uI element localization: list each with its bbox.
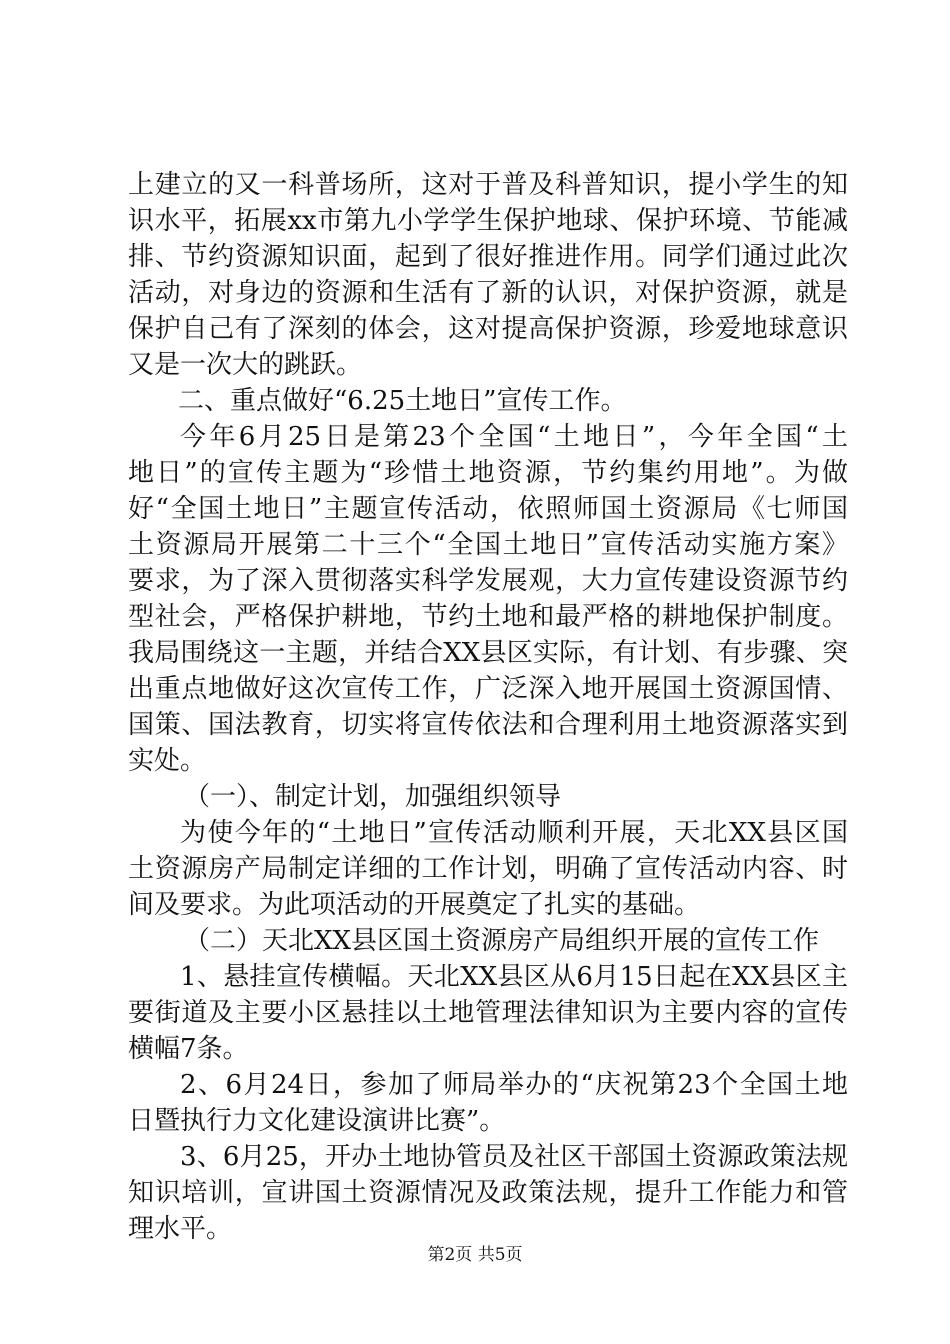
text-line: 又是一次大的跳跃。 [128, 350, 363, 380]
paragraph-first-line: 今年6月25日是第23个全国“土地日”，今年全国“土 [180, 422, 848, 452]
page-footer: 第2页 共5页 [427, 1245, 523, 1265]
text-line: 型社会，严格保护耕地，节约土地和最严格的耕地保护制度。 [128, 602, 848, 632]
text-line: 横幅7条。 [128, 1034, 249, 1064]
text-line: 理水平。 [128, 1214, 233, 1244]
text-line: 好“全国土地日”主题宣传活动，依照师国土资源局《七师国 [128, 494, 848, 524]
paragraph-first-line: 为使今年的“土地日”宣传活动顺利开展，天北XX县区国 [180, 818, 848, 848]
text-line: 国策、国法教育，切实将宣传依法和合理利用土地资源落实到 [128, 710, 848, 740]
text-line: 要街道及主要小区悬挂以土地管理法律知识为主要内容的宣传 [128, 998, 848, 1028]
subsection-heading: （一）、制定计划，加强组织领导 [184, 782, 562, 812]
text-line: 识水平，拓展xx市第九小学学生保护地球、保护环境、节能减 [128, 206, 848, 236]
section-heading: 二、重点做好“6.25土地日”宣传工作。 [178, 386, 627, 416]
text-line: 土资源房产局制定详细的工作计划，明确了宣传活动内容、时 [128, 854, 848, 884]
paragraph-first-line: 3、6月25，开办土地协管员及社区干部国土资源政策法规 [180, 1142, 848, 1172]
text-line: 保护自己有了深刻的体会，这对提高保护资源，珍爱地球意识 [128, 314, 848, 344]
text-line: 我局围绕这一主题，并结合XX县区实际，有计划、有步骤、突 [128, 638, 848, 668]
subsection-heading: （二）天北XX县区国土资源房产局组织开展的宣传工作 [184, 926, 820, 956]
text-line: 要求，为了深入贯彻落实科学发展观，大力宣传建设资源节约 [128, 566, 848, 596]
text-line: 地日”的宣传主题为“珍惜土地资源，节约集约用地”。为做 [128, 458, 848, 488]
paragraph-first-line: 2、6月24日，参加了师局举办的“庆祝第23个全国土地 [180, 1070, 848, 1100]
text-line: 土资源局开展第二十三个“全国土地日”宣传活动实施方案》 [128, 530, 848, 560]
text-line: 日暨执行力文化建设演讲比赛”。 [128, 1106, 506, 1136]
text-line: 上建立的又一科普场所，这对于普及科普知识，提小学生的知 [128, 170, 848, 200]
text-line: 出重点地做好这次宣传工作，广泛深入地开展国土资源国情、 [128, 674, 848, 704]
text-line: 排、节约资源知识面，起到了很好推进作用。同学们通过此次 [128, 242, 848, 272]
paragraph-first-line: 1、悬挂宣传横幅。天北XX县区从6月15日起在XX县区主 [180, 962, 848, 992]
text-line: 活动，对身边的资源和生活有了新的认识，对保护资源，就是 [128, 278, 848, 308]
text-line: 知识培训，宣讲国土资源情况及政策法规，提升工作能力和管 [128, 1178, 848, 1208]
text-line: 实处。 [128, 746, 207, 776]
text-line: 间及要求。为此项活动的开展奠定了扎实的基础。 [128, 890, 701, 920]
